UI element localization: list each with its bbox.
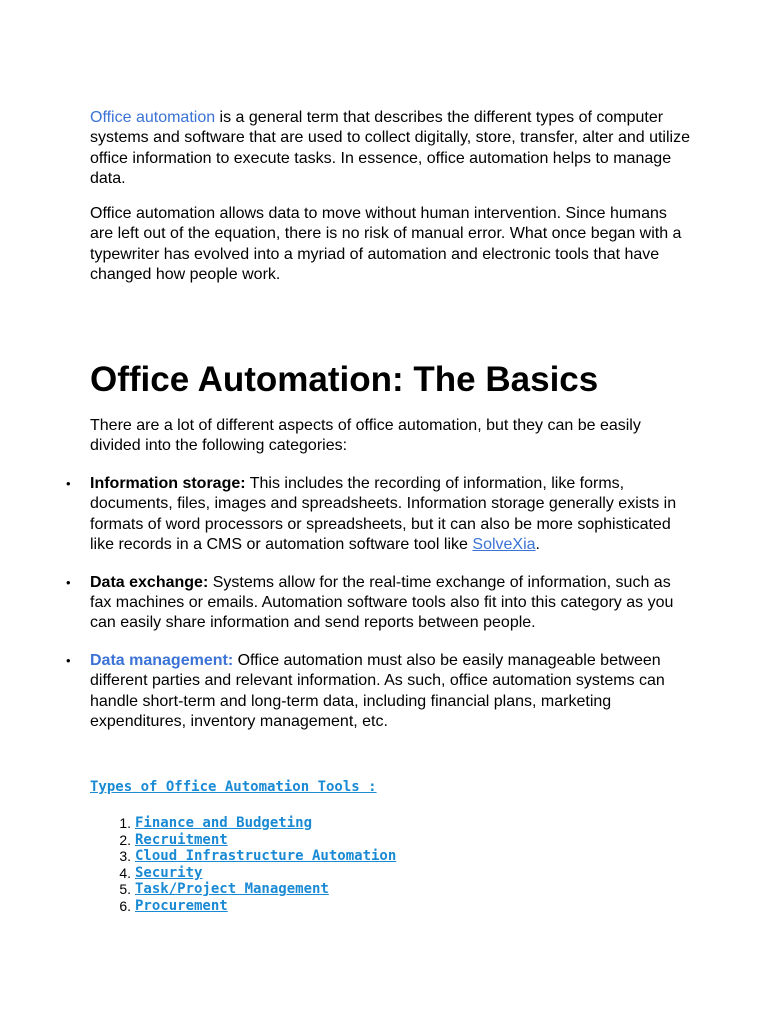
tool-item-number: 5. [119,881,131,898]
list-item-data-exchange [66,573,690,634]
solvexia-link[interactable]: SolveXia [472,536,536,554]
bullet-icon: • [66,652,71,668]
tool-item-number: 6. [119,897,131,914]
categories-list [66,474,690,749]
list-item-text: Systems allow for the real-time exchange of information, such as fax machines or emails. Automation software tools also fit into this category as you can easily share information and send reports between people. [90,573,674,632]
list-item-text: This includes the recording of information, like forms, documents, files, images and spreadsheets. Information storage generally exists in formats of word processors or spreadsheets, but it can also be more sophisticated like records in a CMS or automation software tool like [90,475,677,554]
tool-link-procurement[interactable]: Procurement [135,897,228,914]
bullet-icon: • [66,574,71,590]
tools-heading-link[interactable]: Types of Office Automation Tools : [90,779,377,795]
tool-item-number: 3. [119,848,131,865]
tool-item-number: 2. [119,831,131,848]
list-item-title: Information storage: [90,475,246,492]
tool-item-number: 1. [119,815,131,831]
section-lead-paragraph: There are a lot of different aspects of office automation, but they can be easily divided into the following categories: [90,417,641,455]
tool-link-cloud-infrastructure-automation[interactable]: Cloud Infrastructure Automation [135,848,397,865]
intro-paragraph-1-text: is a general term that describes the different types of computer systems and software that are used to collect digitally, store, transfer, alter and utilize office information to execute tasks. In essence, office automation helps to manage data. [90,109,690,188]
tool-link-security[interactable]: Security [135,864,203,881]
bullet-icon: • [66,476,71,491]
office-automation-link[interactable]: Office automation [90,109,216,126]
intro-paragraph-2: Office automation allows data to move without human intervention. Since humans are left out of the equation, there is no risk of manual error. What once began with a typewriter has evolved into a myriad of automation and electronic tools that have changed how people work. [90,205,682,284]
list-item-period: . [535,536,540,554]
list-item-data-management [66,651,690,733]
tool-link-task-project-management[interactable]: Task/Project Management [135,881,329,898]
tool-link-recruitment[interactable]: Recruitment [135,831,228,848]
tool-item-number: 4. [119,864,131,881]
section-heading: Office Automation: The Basics [90,360,599,399]
list-item-title: Data exchange: [90,573,209,591]
list-item-information-storage [66,474,690,556]
list-item-title: Data management: [90,651,234,669]
list-item-text: Office automation must also be easily manageable between different parties and relevant information. As such, office automation systems can handle short-term and long-term data, including financial plans, marketing expenditures, inventory management, etc. [90,651,665,731]
intro-paragraph-1 [90,108,690,190]
tool-link-finance-and-budgeting[interactable]: Finance and Budgeting [135,815,313,831]
